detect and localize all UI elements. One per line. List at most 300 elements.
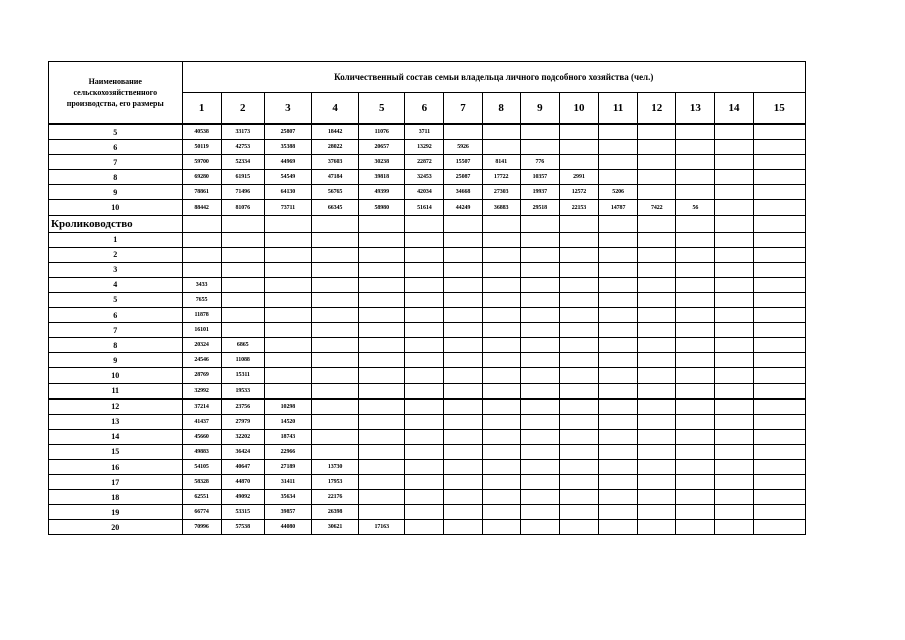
- column-header: 9: [520, 93, 559, 125]
- table-row: [49, 520, 806, 535]
- table-cell: [311, 215, 358, 232]
- table-cell: [405, 338, 444, 353]
- table-row: [49, 232, 806, 247]
- table-cell: [405, 262, 444, 277]
- table-cell: 52334: [221, 155, 264, 170]
- table-cell: [638, 308, 676, 323]
- table-cell: 78861: [182, 185, 221, 200]
- table-cell: 10298: [264, 399, 311, 415]
- table-cell: [482, 308, 520, 323]
- row-label: 16: [49, 459, 183, 474]
- table-cell: [405, 459, 444, 474]
- table-cell: [676, 399, 715, 415]
- table-cell: [715, 185, 753, 200]
- table-cell: [559, 353, 598, 368]
- table-cell: [638, 399, 676, 415]
- table-cell: [638, 353, 676, 368]
- section-row: [49, 215, 806, 232]
- table-cell: [444, 124, 482, 140]
- table-cell: [444, 323, 482, 338]
- table-cell: [676, 475, 715, 490]
- table-cell: [638, 292, 676, 307]
- table-cell: [753, 338, 805, 353]
- table-cell: [482, 247, 520, 262]
- table-cell: [520, 414, 559, 429]
- table-cell: [715, 323, 753, 338]
- row-label: 20: [49, 520, 183, 535]
- table-cell: [599, 353, 638, 368]
- table-cell: [559, 414, 598, 429]
- table-cell: 44249: [444, 200, 482, 215]
- table-cell: [638, 140, 676, 155]
- table-cell: [520, 292, 559, 307]
- table-cell: [405, 292, 444, 307]
- table-cell: [405, 308, 444, 323]
- table-cell: [638, 338, 676, 353]
- table-row: [49, 475, 806, 490]
- table-cell: [676, 383, 715, 399]
- table-cell: [638, 277, 676, 292]
- table-cell: [520, 475, 559, 490]
- table-cell: [599, 247, 638, 262]
- row-label: 9: [49, 353, 183, 368]
- table-cell: [405, 399, 444, 415]
- table-cell: [359, 475, 405, 490]
- table-cell: [559, 383, 598, 399]
- table-cell: [676, 444, 715, 459]
- table-cell: [599, 490, 638, 505]
- table-cell: [753, 383, 805, 399]
- table-cell: [444, 215, 482, 232]
- table-cell: [753, 368, 805, 383]
- table-cell: [311, 353, 358, 368]
- table-cell: 56765: [311, 185, 358, 200]
- table-cell: [311, 323, 358, 338]
- table-cell: [599, 140, 638, 155]
- table-cell: 44969: [264, 155, 311, 170]
- table-cell: [359, 505, 405, 520]
- table-row: [49, 414, 806, 429]
- table-cell: [444, 429, 482, 444]
- table-cell: [676, 520, 715, 535]
- table-cell: [715, 124, 753, 140]
- table-cell: [559, 155, 598, 170]
- table-cell: [264, 353, 311, 368]
- table-row: [49, 459, 806, 474]
- table-cell: 3433: [182, 277, 221, 292]
- column-header: 12: [638, 93, 676, 125]
- table-cell: 58980: [359, 200, 405, 215]
- table-cell: [311, 429, 358, 444]
- table-cell: 58328: [182, 475, 221, 490]
- table-cell: [482, 429, 520, 444]
- table-cell: 24546: [182, 353, 221, 368]
- table-cell: [359, 292, 405, 307]
- table-cell: [444, 308, 482, 323]
- column-header: 14: [715, 93, 753, 125]
- table-cell: [520, 444, 559, 459]
- table-cell: [405, 353, 444, 368]
- table-cell: 20324: [182, 338, 221, 353]
- table-cell: [559, 444, 598, 459]
- table-cell: [638, 155, 676, 170]
- table-cell: [221, 215, 264, 232]
- table-cell: 35634: [264, 490, 311, 505]
- table-cell: 44870: [221, 475, 264, 490]
- table-row: [49, 292, 806, 307]
- table-title: Количественный состав семьи владельца личного подсобного хозяйства (чел.): [182, 62, 805, 93]
- column-header: 10: [559, 93, 598, 125]
- table-cell: [444, 399, 482, 415]
- table-row: [49, 505, 806, 520]
- table-cell: [715, 414, 753, 429]
- table-cell: [753, 155, 805, 170]
- table-cell: [405, 520, 444, 535]
- row-label: 6: [49, 140, 183, 155]
- table-cell: [405, 277, 444, 292]
- table-cell: [359, 323, 405, 338]
- table-cell: [715, 215, 753, 232]
- table-cell: 53315: [221, 505, 264, 520]
- row-label: 5: [49, 124, 183, 140]
- table-cell: [482, 292, 520, 307]
- table-cell: [676, 124, 715, 140]
- table-cell: [482, 459, 520, 474]
- row-label: 7: [49, 155, 183, 170]
- row-label: 10: [49, 200, 183, 215]
- table-row: [49, 124, 806, 140]
- table-cell: 16101: [182, 323, 221, 338]
- table-cell: 27979: [221, 414, 264, 429]
- table-cell: [520, 368, 559, 383]
- table-cell: [311, 383, 358, 399]
- table-cell: [676, 277, 715, 292]
- table-cell: 37214: [182, 399, 221, 415]
- table-row: [49, 399, 806, 415]
- table-cell: [559, 308, 598, 323]
- table-cell: [599, 170, 638, 185]
- table-cell: [311, 232, 358, 247]
- table-cell: [264, 277, 311, 292]
- table-cell: [520, 520, 559, 535]
- table-cell: [715, 338, 753, 353]
- table-cell: [599, 277, 638, 292]
- table-row: [49, 323, 806, 338]
- table-cell: 18743: [264, 429, 311, 444]
- table-cell: [482, 505, 520, 520]
- table-cell: [520, 247, 559, 262]
- table-cell: [676, 353, 715, 368]
- table-row: [49, 444, 806, 459]
- table-cell: [520, 308, 559, 323]
- table-cell: [599, 505, 638, 520]
- table-cell: [520, 353, 559, 368]
- table-cell: 33173: [221, 124, 264, 140]
- table-cell: 30238: [359, 155, 405, 170]
- table-cell: [753, 292, 805, 307]
- table-cell: 22176: [311, 490, 358, 505]
- table-cell: 28022: [311, 140, 358, 155]
- table-cell: [221, 308, 264, 323]
- table-cell: [559, 247, 598, 262]
- table-row: [49, 155, 806, 170]
- table-cell: [559, 399, 598, 415]
- table-cell: 35388: [264, 140, 311, 155]
- table-cell: 22153: [559, 200, 598, 215]
- table-cell: [715, 247, 753, 262]
- table-cell: [482, 140, 520, 155]
- table-cell: [715, 383, 753, 399]
- column-header: 5: [359, 93, 405, 125]
- table-cell: [599, 368, 638, 383]
- table-cell: [311, 414, 358, 429]
- table-cell: [559, 429, 598, 444]
- table-cell: 27189: [264, 459, 311, 474]
- table-cell: 70996: [182, 520, 221, 535]
- table-cell: [599, 232, 638, 247]
- table-cell: 19937: [520, 185, 559, 200]
- table-cell: [599, 475, 638, 490]
- table-cell: [444, 232, 482, 247]
- table-cell: 11076: [359, 124, 405, 140]
- table-cell: [753, 124, 805, 140]
- table-cell: 14520: [264, 414, 311, 429]
- table-cell: [559, 368, 598, 383]
- table-cell: [444, 444, 482, 459]
- table-cell: [638, 368, 676, 383]
- table-cell: 15311: [221, 368, 264, 383]
- table-cell: [359, 399, 405, 415]
- table-row: [49, 383, 806, 399]
- table-cell: 29518: [520, 200, 559, 215]
- table-cell: [221, 323, 264, 338]
- table-cell: [638, 215, 676, 232]
- table-row: [49, 140, 806, 155]
- table-cell: [444, 505, 482, 520]
- table-cell: [311, 308, 358, 323]
- table-cell: [520, 323, 559, 338]
- table-cell: [182, 232, 221, 247]
- table-cell: [311, 262, 358, 277]
- table-cell: [676, 170, 715, 185]
- table-cell: [715, 505, 753, 520]
- table-cell: [221, 232, 264, 247]
- table-cell: [638, 262, 676, 277]
- table-cell: [482, 520, 520, 535]
- row-label: 18: [49, 490, 183, 505]
- table-row: [49, 200, 806, 215]
- table-cell: [482, 368, 520, 383]
- table-cell: [359, 429, 405, 444]
- table-cell: [444, 520, 482, 535]
- table-cell: 42034: [405, 185, 444, 200]
- table-cell: [182, 215, 221, 232]
- table-cell: [753, 505, 805, 520]
- table-cell: [482, 277, 520, 292]
- table-cell: [599, 459, 638, 474]
- table-cell: [676, 490, 715, 505]
- table-cell: 45660: [182, 429, 221, 444]
- table-cell: [599, 262, 638, 277]
- table-row: [49, 429, 806, 444]
- table-cell: [482, 323, 520, 338]
- table-cell: [753, 215, 805, 232]
- table-cell: [715, 292, 753, 307]
- table-cell: [444, 490, 482, 505]
- table-cell: [676, 155, 715, 170]
- table-cell: [638, 232, 676, 247]
- row-label: 15: [49, 444, 183, 459]
- table-cell: [676, 215, 715, 232]
- table-cell: 56: [676, 200, 715, 215]
- row-label: 5: [49, 292, 183, 307]
- table-cell: [638, 444, 676, 459]
- table-cell: 36424: [221, 444, 264, 459]
- table-cell: [715, 232, 753, 247]
- table-cell: [482, 353, 520, 368]
- table-cell: [444, 414, 482, 429]
- table-cell: [676, 338, 715, 353]
- table-cell: [599, 338, 638, 353]
- table-cell: [638, 124, 676, 140]
- table-cell: [753, 444, 805, 459]
- table-cell: [753, 520, 805, 535]
- table-cell: [405, 215, 444, 232]
- column-header: 6: [405, 93, 444, 125]
- table-cell: [559, 520, 598, 535]
- table-cell: 17953: [311, 475, 358, 490]
- table-cell: [311, 277, 358, 292]
- table-cell: 88442: [182, 200, 221, 215]
- table-cell: [753, 414, 805, 429]
- table-cell: [559, 459, 598, 474]
- table-cell: [444, 383, 482, 399]
- table-cell: [638, 414, 676, 429]
- column-header: 8: [482, 93, 520, 125]
- table-cell: [444, 475, 482, 490]
- table-cell: [676, 459, 715, 474]
- table-cell: [359, 353, 405, 368]
- table-cell: 18442: [311, 124, 358, 140]
- table-cell: [753, 247, 805, 262]
- table-cell: 47184: [311, 170, 358, 185]
- table-cell: 26398: [311, 505, 358, 520]
- table-cell: [520, 490, 559, 505]
- table-cell: [444, 338, 482, 353]
- table-cell: [482, 444, 520, 459]
- table-cell: [599, 520, 638, 535]
- table-row: [49, 262, 806, 277]
- row-label: 1: [49, 232, 183, 247]
- table-cell: [715, 200, 753, 215]
- row-label: 4: [49, 277, 183, 292]
- table-cell: 73711: [264, 200, 311, 215]
- table-cell: 15507: [444, 155, 482, 170]
- table-cell: [753, 459, 805, 474]
- table-cell: [715, 308, 753, 323]
- table-cell: [676, 262, 715, 277]
- table-cell: [311, 368, 358, 383]
- table-cell: [715, 170, 753, 185]
- table-cell: [638, 459, 676, 474]
- table-cell: [753, 140, 805, 155]
- table-cell: [638, 247, 676, 262]
- table-cell: [359, 414, 405, 429]
- table-cell: [638, 505, 676, 520]
- table-cell: 49399: [359, 185, 405, 200]
- section-label: Кролиководство: [49, 215, 183, 232]
- table-cell: 22966: [264, 444, 311, 459]
- table-cell: [264, 247, 311, 262]
- table-cell: [405, 232, 444, 247]
- table-cell: [676, 414, 715, 429]
- table-cell: [520, 383, 559, 399]
- table-cell: 7422: [638, 200, 676, 215]
- table-cell: [482, 490, 520, 505]
- table-cell: [405, 323, 444, 338]
- table-cell: [264, 292, 311, 307]
- table-cell: [359, 490, 405, 505]
- row-label: 19: [49, 505, 183, 520]
- column-header: 7: [444, 93, 482, 125]
- table-cell: 14787: [599, 200, 638, 215]
- row-label: 14: [49, 429, 183, 444]
- table-cell: 32453: [405, 170, 444, 185]
- table-cell: [559, 124, 598, 140]
- table-cell: [599, 124, 638, 140]
- table-cell: [405, 475, 444, 490]
- table-cell: 39818: [359, 170, 405, 185]
- table-cell: [559, 215, 598, 232]
- table-cell: [559, 140, 598, 155]
- table-cell: [559, 475, 598, 490]
- table-cell: [359, 308, 405, 323]
- table-cell: [482, 232, 520, 247]
- table-cell: [182, 247, 221, 262]
- table-cell: [264, 215, 311, 232]
- table-cell: [444, 262, 482, 277]
- table-cell: 7655: [182, 292, 221, 307]
- table-cell: [753, 277, 805, 292]
- row-label: 11: [49, 383, 183, 399]
- table-cell: [599, 383, 638, 399]
- row-label: 9: [49, 185, 183, 200]
- table-cell: [599, 292, 638, 307]
- table-cell: [753, 353, 805, 368]
- table-cell: [753, 170, 805, 185]
- table-cell: [221, 262, 264, 277]
- table-cell: [715, 490, 753, 505]
- table-cell: 11088: [221, 353, 264, 368]
- table-cell: 32202: [221, 429, 264, 444]
- table-cell: 41437: [182, 414, 221, 429]
- table-cell: 17722: [482, 170, 520, 185]
- table-row: [49, 170, 806, 185]
- table-cell: [482, 124, 520, 140]
- column-header: 1: [182, 93, 221, 125]
- table-cell: 66345: [311, 200, 358, 215]
- table-cell: 8141: [482, 155, 520, 170]
- table-cell: 59700: [182, 155, 221, 170]
- table-cell: 36883: [482, 200, 520, 215]
- table-cell: 2991: [559, 170, 598, 185]
- table-cell: 42753: [221, 140, 264, 155]
- table-cell: [520, 338, 559, 353]
- table-cell: [715, 429, 753, 444]
- table-cell: [482, 383, 520, 399]
- table-cell: 54549: [264, 170, 311, 185]
- table-cell: [264, 338, 311, 353]
